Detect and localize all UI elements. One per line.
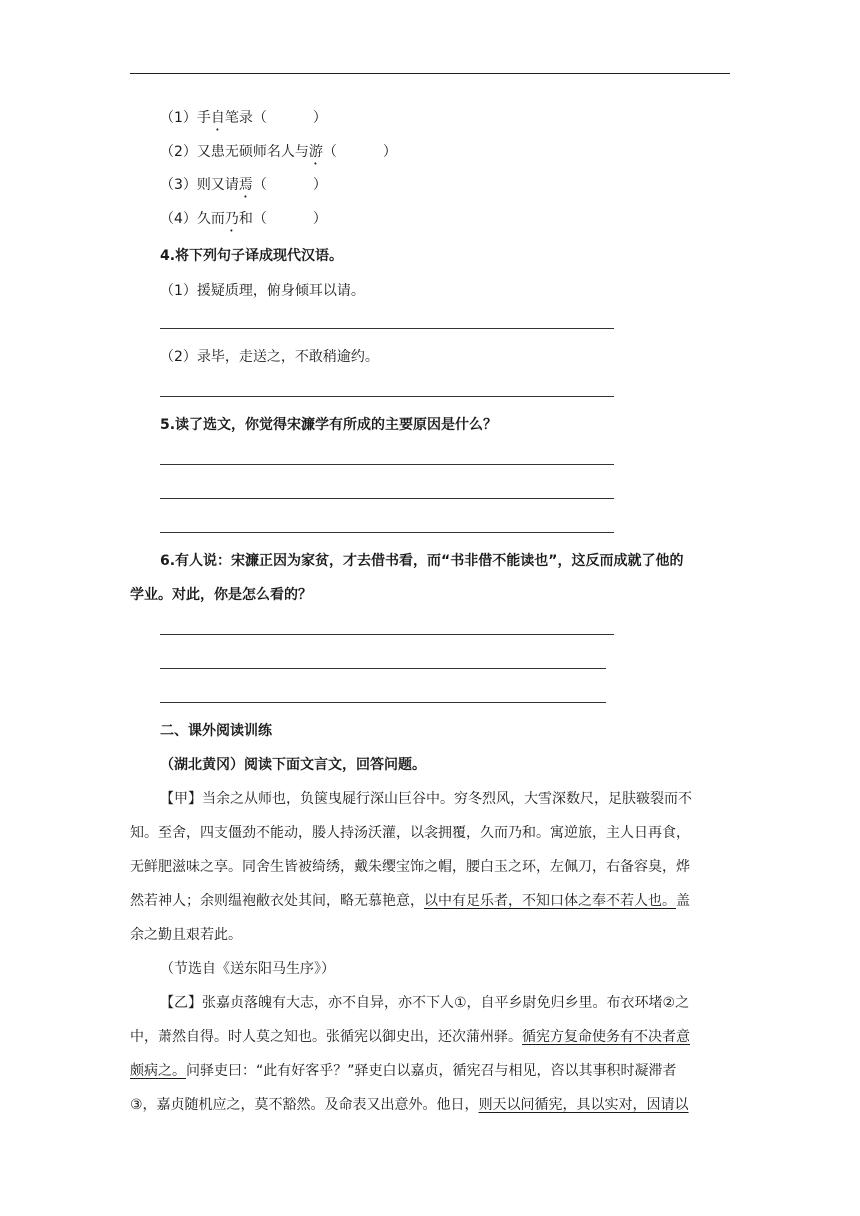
answer-line[interactable]	[160, 634, 614, 635]
jia-source: （节选自《送东阳马生序》）	[160, 961, 335, 977]
answer-line[interactable]	[160, 328, 614, 329]
jia-line-1: 【甲】当余之从师也，负箧曳屣行深山巨谷中。穷冬烈风，大雪深数尺，足肤皲裂而不	[160, 791, 692, 807]
yi-line-2: 中，萧然自得。时人莫之知也。张循宪以御史出，还次蒲州驿。循宪方复命使务有不决者意	[130, 1029, 690, 1045]
underlined-sentence: 则天以问循宪，具以实对，因请以	[478, 1097, 689, 1113]
underlined-sentence: 以中有足乐者，不知口体之奉不若人也。	[424, 893, 676, 909]
q6-title-line-1: 6.有人说：宋濂正因为家贫，才去借书看，而“书非借不能读也”，这反而成就了他的	[160, 553, 684, 569]
answer-line[interactable]	[160, 668, 606, 669]
yi-line-3: 颇病之。问驿吏曰：“此有好客乎？”驿吏白以嘉贞，循宪召与相见，咨以其事积时凝滞者	[130, 1063, 677, 1079]
answer-line[interactable]	[160, 464, 614, 465]
q5-title: 5.读了选文，你觉得宋濂学有所成的主要原因是什么？	[160, 417, 498, 433]
answer-line[interactable]	[160, 498, 614, 499]
section-2-title: 二、课外阅读训练	[160, 723, 272, 739]
q6-title-line-2: 学业。对此，你是怎么看的？	[130, 587, 312, 603]
yi-line-4: ③，嘉贞随机应之，莫不豁然。及命表又出意外。他日，则天以问循宪，具以实对，因请以	[130, 1097, 689, 1113]
answer-line[interactable]	[160, 396, 614, 397]
jia-line-5: 余之勤且艰若此。	[130, 927, 242, 943]
answer-line[interactable]	[160, 702, 606, 703]
underlined-sentence: 颇病之。	[130, 1063, 186, 1079]
answer-line[interactable]	[160, 532, 614, 533]
jia-line-3: 无鲜肥滋味之享。同舍生皆被绮绣，戴朱缨宝饰之帽，腰白玉之环，左佩刀，右备容臭，烨	[130, 859, 690, 875]
jia-line-2: 知。至舍，四支僵劲不能动，媵人持汤沃灌，以衾拥覆，久而乃和。寓逆旅，主人日再食，	[130, 825, 690, 841]
header-rule	[130, 73, 730, 74]
q3-item-1: （1）手自笔录（ ）	[160, 110, 327, 126]
section-2-instruction: （湖北黄冈）阅读下面文言文，回答问题。	[160, 757, 426, 773]
q3-item-4: （4）久而乃和（ ）	[160, 211, 327, 227]
q3-item-2: （2）又患无硕师名人与游（ ）	[160, 144, 397, 160]
q4-title: 4.将下列句子译成现代汉语。	[160, 248, 344, 264]
jia-line-4: 然若神人；余则缊袍敝衣处其间，略无慕艳意，以中有足乐者，不知口体之奉不若人也。盖	[130, 893, 690, 909]
q4-sentence-1: （1）援疑质理，俯身倾耳以请。	[160, 283, 365, 299]
underlined-sentence: 循宪方复命使务有不决者意	[522, 1029, 690, 1045]
yi-line-1: 【乙】张嘉贞落魄有大志，亦不自异，亦不下人①，自平乡尉免归乡里。布衣环堵②之	[160, 995, 690, 1011]
q4-sentence-2: （2）录毕，走送之，不敢稍逾约。	[160, 349, 379, 365]
q3-item-3: （3）则又请焉（ ）	[160, 177, 327, 193]
